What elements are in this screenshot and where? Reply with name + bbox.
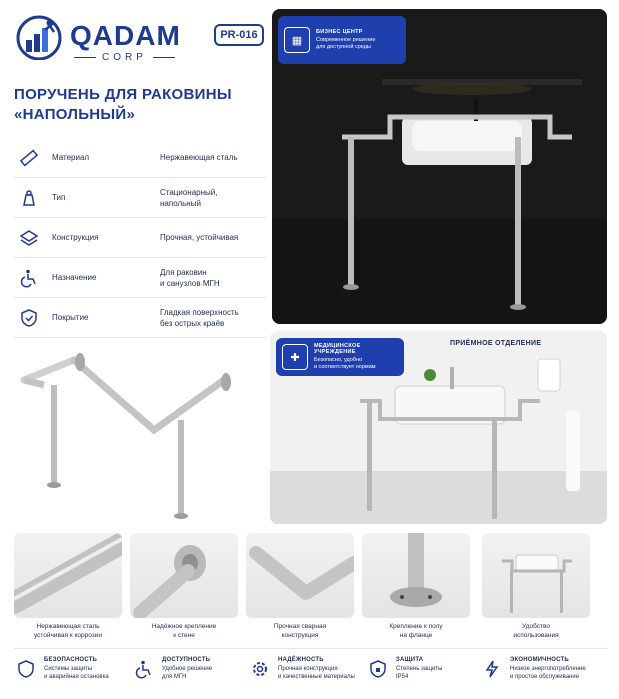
detail-caption: Нержавеющая сталь устойчивая к коррозии [33,623,103,639]
shield-icon [14,657,38,681]
badge-text: Современное решение для доступной среды [316,37,376,50]
detail-caption: Надёжное крепление к стене [151,623,217,639]
detail-caption: Крепление к полу на фланце [389,623,443,639]
floor-flange-icon [362,533,470,618]
logo-mark-icon [14,14,64,60]
brand-name: QADAM [70,20,181,51]
weld-corner-icon [246,533,354,618]
medical-cross-icon: ✚ [282,344,308,370]
feature-economy [480,657,600,691]
spec-row-type [14,178,266,218]
product-image [14,340,264,525]
feature-title: ЭКОНОМИЧНОСТЬ [510,657,569,663]
spec-value: Прочная, устойчивая [160,233,239,242]
shield-check-icon [18,307,40,329]
weight-icon [18,187,40,209]
detail-thumb-usage [482,533,590,618]
brand-sub: CORP [74,52,175,63]
badge-business-center [278,16,406,64]
spec-row-material [14,138,266,178]
spec-label: Покрытие [52,313,89,322]
feature-text: Низкое энергопотребление и простое обслуживание [510,666,586,680]
feature-accessibility [132,657,252,691]
accessibility-icon [132,657,156,681]
detail-caption: Прочная сварная конструкция [273,623,327,639]
spec-value: Стационарный, напольный [160,187,218,208]
sink-mini-icon [482,533,590,618]
feature-title: ДОСТУПНОСТЬ [162,657,211,663]
spec-label: Назначение [52,273,97,282]
feature-text: Системы защиты и аварийная остановка [44,666,109,680]
feature-text: Прочная конструкция и качественные материалы [278,666,355,680]
wheelchair-icon [18,267,40,289]
feature-text: Удобное решение для МГН [162,666,213,680]
ruler-icon [18,147,40,169]
detail-thumb-weld [246,533,354,618]
badge-medical [276,338,404,376]
wall-flange-icon [130,533,238,618]
feature-safety [14,657,134,691]
feature-protection [366,657,486,691]
spec-value: Нержавеющая сталь [160,153,238,162]
lightning-icon [480,657,504,681]
detail-thumb-steel [14,533,122,618]
product-code: PR-016 [214,24,264,46]
badge-title: МЕДИЦИНСКОЕ УЧРЕЖДЕНИЕ [313,343,361,355]
tube-detail-icon [14,533,122,618]
features-bar [14,648,608,692]
spec-label: Материал [52,153,90,162]
spec-value: Гладкая поверхность без острых краёв [160,307,239,328]
building-icon: ▦ [284,27,310,53]
badge-title: БИЗНЕС ЦЕНТР [316,29,363,35]
detail-thumb-floor-flange [362,533,470,618]
spec-row-purpose [14,258,266,298]
spec-label: Тип [52,193,66,202]
shield-lock-icon [366,657,390,681]
spec-value: Для раковин и санузлов МГН [160,267,220,288]
feature-title: БЕЗОПАСНОСТЬ [44,657,98,663]
room-label: ПРИЁМНОЕ ОТДЕЛЕНИЕ [450,340,542,347]
gear-icon [248,657,272,681]
layers-icon [18,227,40,249]
detail-caption: Удобство использования [513,623,559,639]
spec-row-coating [14,298,266,338]
product-title: ПОРУЧЕНЬ ДЛЯ РАКОВИНЫ «НАПОЛЬНЫЙ» [14,86,232,123]
handrail-product-icon [14,340,264,525]
badge-text: Безопасно, удобно и соответствует нормам [313,357,376,370]
feature-text: Степень защиты IP54 [396,666,443,680]
feature-title: НАДЁЖНОСТЬ [278,657,324,663]
feature-title: ЗАЩИТА [396,657,424,663]
detail-thumb-wall-mount [130,533,238,618]
spec-label: Конструкция [52,233,99,242]
spec-row-construction [14,218,266,258]
brand-logo [14,14,204,64]
feature-reliability [248,657,368,691]
